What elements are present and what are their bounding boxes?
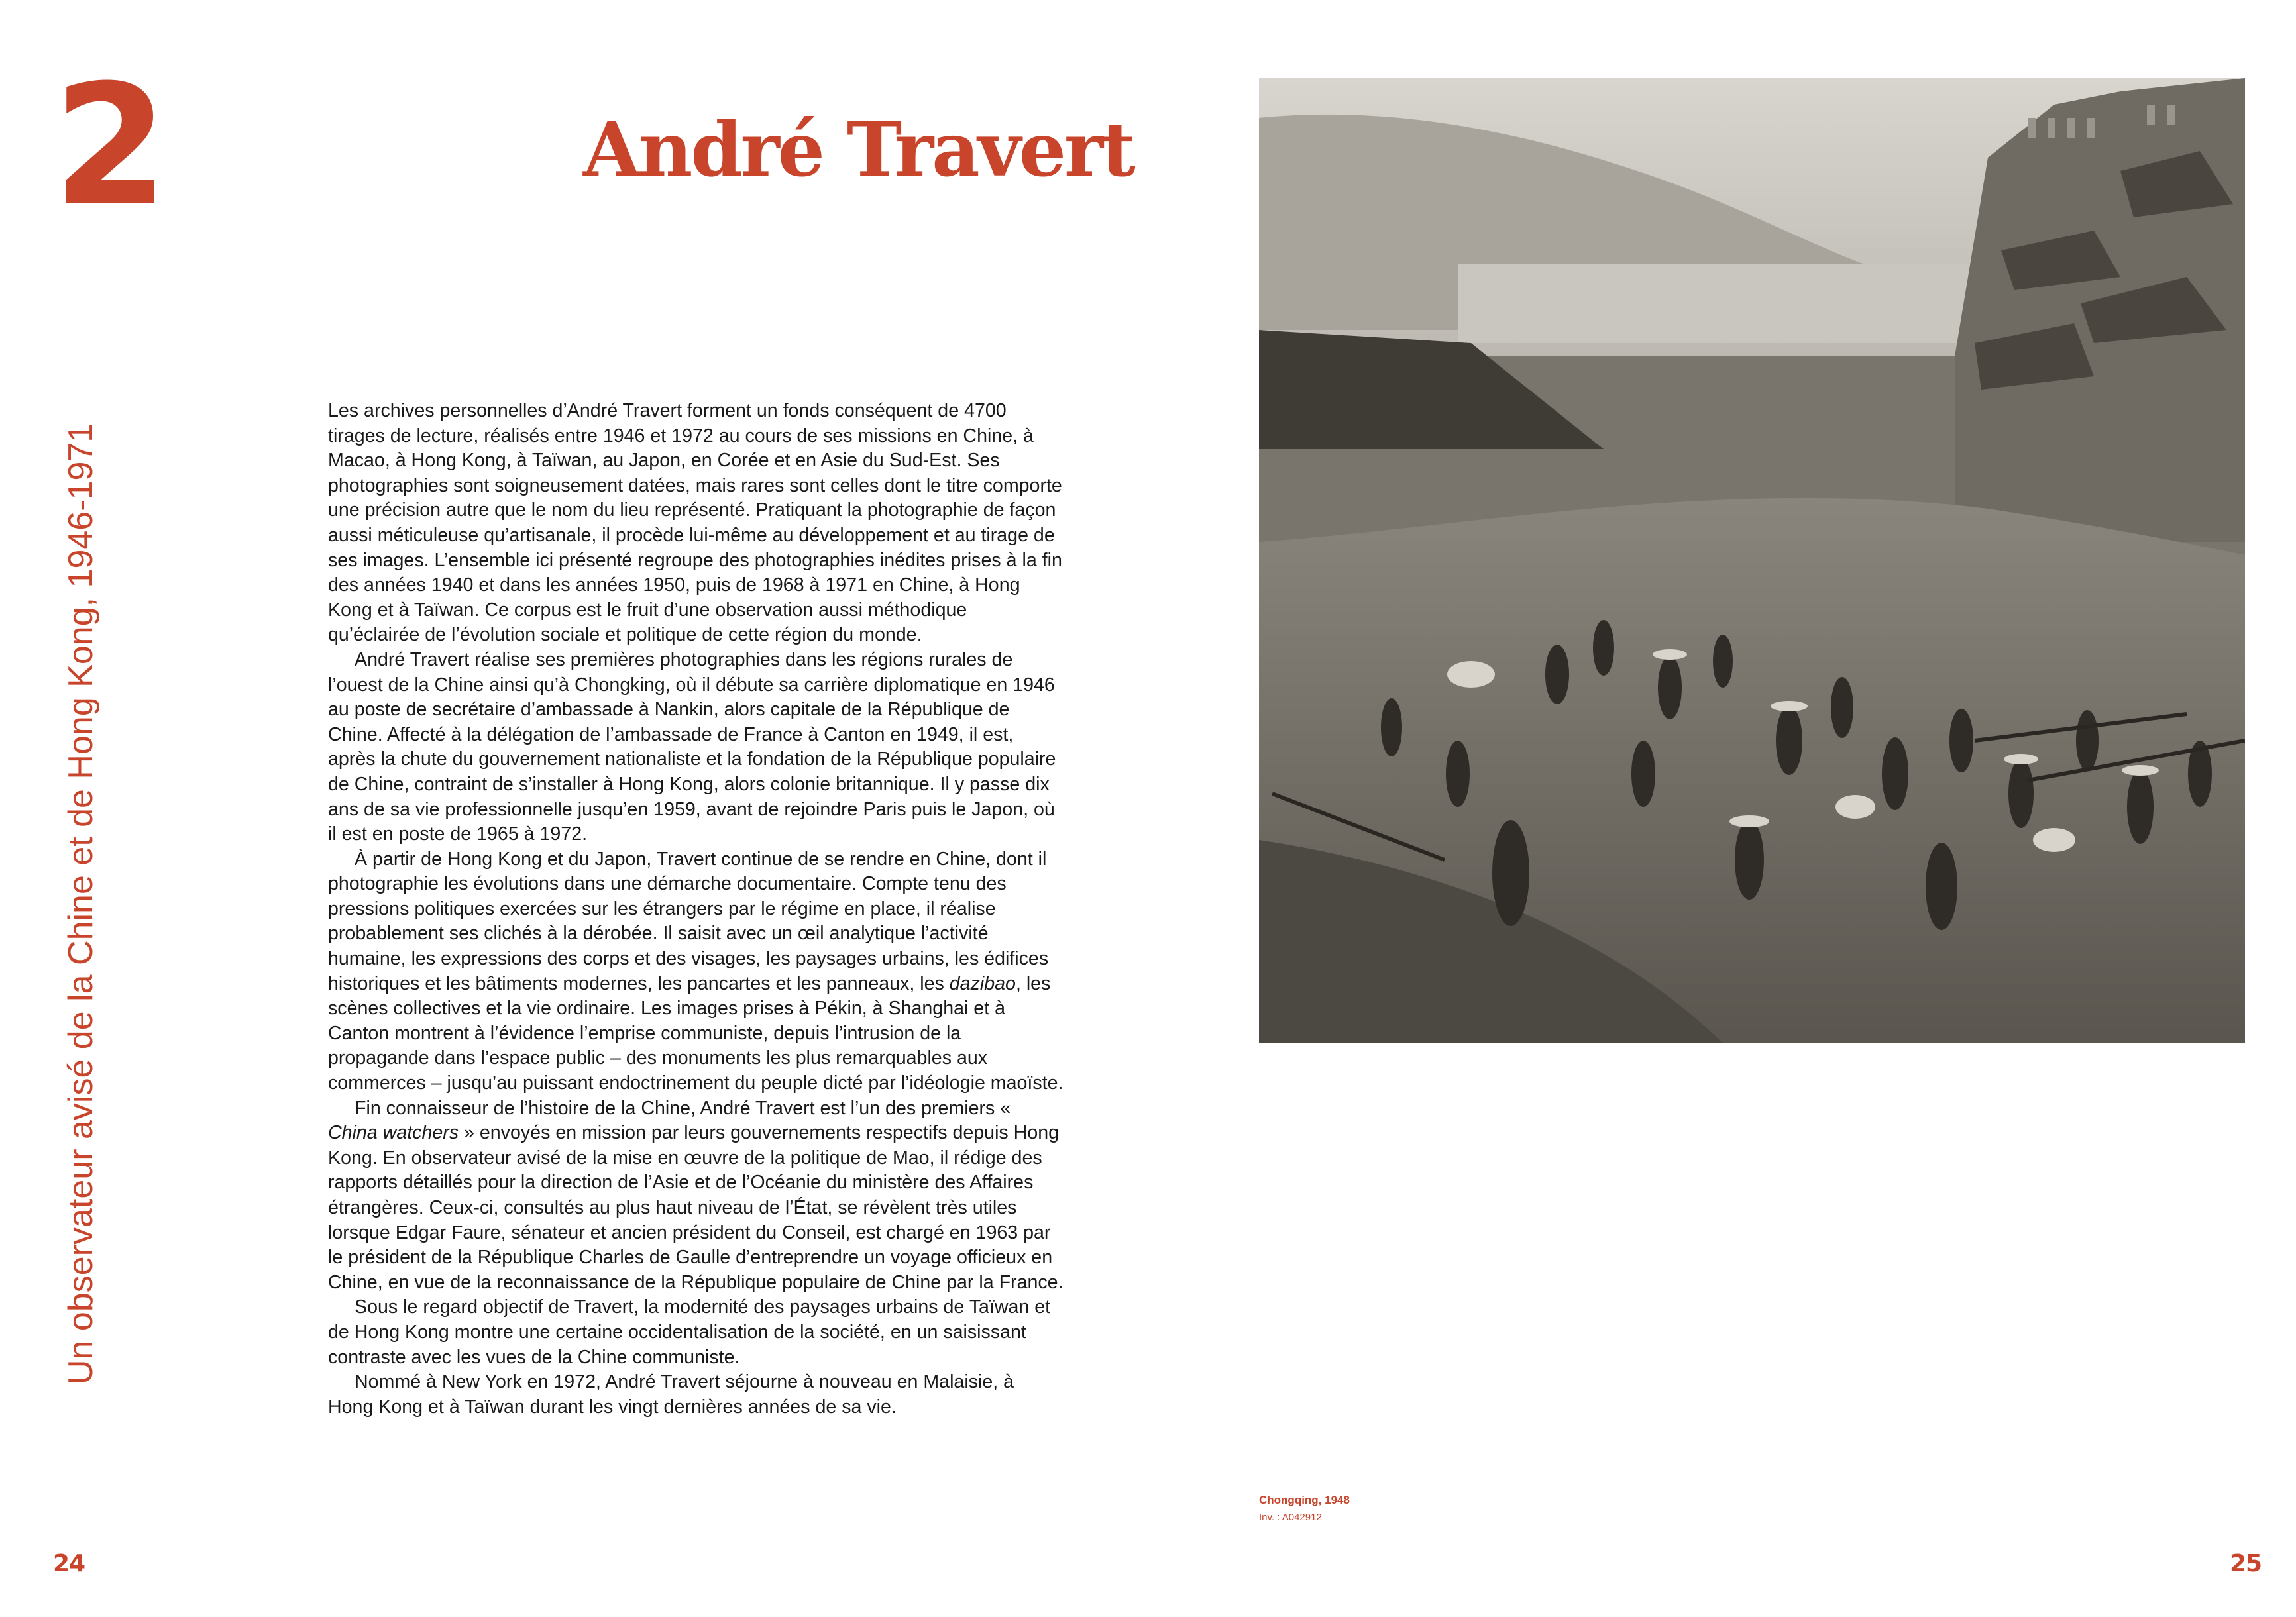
photo-illustration [1259, 78, 2245, 1043]
paragraph-3 [328, 847, 1064, 1096]
paragraph-3-part-a: À partir de Hong Kong et du Japon, Travert continue de se rendre en Chine, dont il photographie les évolutions dans une démarche documentaire. Compte tenu des pressions politiques exercées sur les étrangers par le régime en place, il réalise probablement ses clichés à la dérobée. Il saisit avec un œil analytique l’activité humaine, les expressions des corps et des visages, les paysages urbains, les édifices historiques et les bâtiments modernes, les pancartes et les panneaux, les [328, 848, 1049, 994]
paragraph-6: Nommé à New York en 1972, André Travert séjourne à nouveau en Malaisie, à Hong Kong et à Taïwan durant les vingt dernières années de sa vie. [328, 1371, 1014, 1418]
folio-right: 25 [2230, 1550, 2262, 1577]
photo-caption: Chongqing, 1948 [1259, 1494, 1350, 1506]
paragraph-1: Les archives personnelles d’André Travert forment un fonds conséquent de 4700 tirages de lecture, réalisés entre 1946 et 1972 au cours de ses missions en Chine, à Macao, à Hong Kong, à Taïwan, au Japon, en Corée et en Asie du Sud-Est. Ses photographies sont soigneusement datées, mais rares sont celles dont le titre comporte une précision autre que le nom du lieu représenté. Pratiquant la photographie de façon aussi méticuleuse qu’artisanale, il procède lui-même au développement et au tirage de ses images. L’ensemble ici présenté regroupe des photographies inédites prises à la fin des années 1940 et dans les années 1950, puis de 1968 à 1971 en Chine, à Hong Kong et à Taïwan. Ce corpus est le fruit d’une observation aussi méthodique qu’éclairée de l’évolution sociale et politique de cette région du monde. [328, 400, 1062, 646]
page-title: André Travert [583, 107, 1134, 194]
photo-inventory-number: Inv. : A042912 [1259, 1512, 1322, 1523]
paragraph-4-italic: China watchers [328, 1122, 459, 1144]
paragraph-2: André Travert réalise ses premières photographies dans les régions rurales de l’ouest de la Chine ainsi qu’à Chongking, où il débute sa carrière diplomatique en 1946 au poste de secrétaire d’ambassade à Nankin, alors capitale de la République de Chine. Affecté à la délégation de l’ambassade de France à Canton en 1949, il est, après la chute du gouvernement nationaliste et la fondation de la République populaire de Chine, contraint de s’installer à Hong Kong, alors colonie britannique. Il y passe dix ans de sa vie professionnelle jusqu’en 1959, avant de rejoindre Paris puis le Japon, où il est en poste de 1965 à 1972. [328, 649, 1056, 845]
paragraph-4 [328, 1096, 1064, 1296]
chapter-number: 2 [53, 49, 163, 242]
body-text [328, 399, 1064, 1420]
paragraph-4-part-a: Fin connaisseur de l’histoire de la Chine, André Travert est l’un des premiers « [355, 1097, 1011, 1119]
vertical-section-title: Un observateur avisé de la Chine et de Hong Kong, 1946-1971 [62, 423, 100, 1384]
paragraph-5: Sous le regard objectif de Travert, la modernité des paysages urbains de Taïwan et de Hong Kong montre une certaine occidentalisation de la société, en un saisissant contraste avec les vues de la Chine communiste. [328, 1296, 1051, 1368]
paragraph-3-italic: dazibao [949, 972, 1016, 994]
folio-left: 24 [53, 1550, 85, 1577]
photograph-chongqing [1259, 78, 2245, 1043]
paragraph-4-part-b: » envoyés en mission par leurs gouvernements respectifs depuis Hong Kong. En observateur avisé de la mise en œuvre de la politique de Mao, il rédige des rapports détaillés pour la direction de l’Asie et de l’Océanie du ministère des Affaires étrangères. Ceux-ci, consultés au plus haut niveau de l’État, se révèlent très utiles lorsque Edgar Faure, sénateur et ancien président du Conseil, est chargé en 1963 par le président de la République Charles de Gaulle d’entreprendre un voyage officieux en Chine, en vue de la reconnaissance de la République populaire de Chine par la France. [328, 1122, 1064, 1293]
paragraph-3-part-b: , les scènes collectives et la vie ordinaire. Les images prises à Pékin, à Shanghai et à Canton montrent à l’évidence l’emprise communiste, depuis l’intrusion de la propagande dans l’espace public – des monuments les plus remarquables aux commerces – jusqu’au puissant endoctrinement du peuple dicté par l’idéologie maoïste. [328, 972, 1064, 1094]
